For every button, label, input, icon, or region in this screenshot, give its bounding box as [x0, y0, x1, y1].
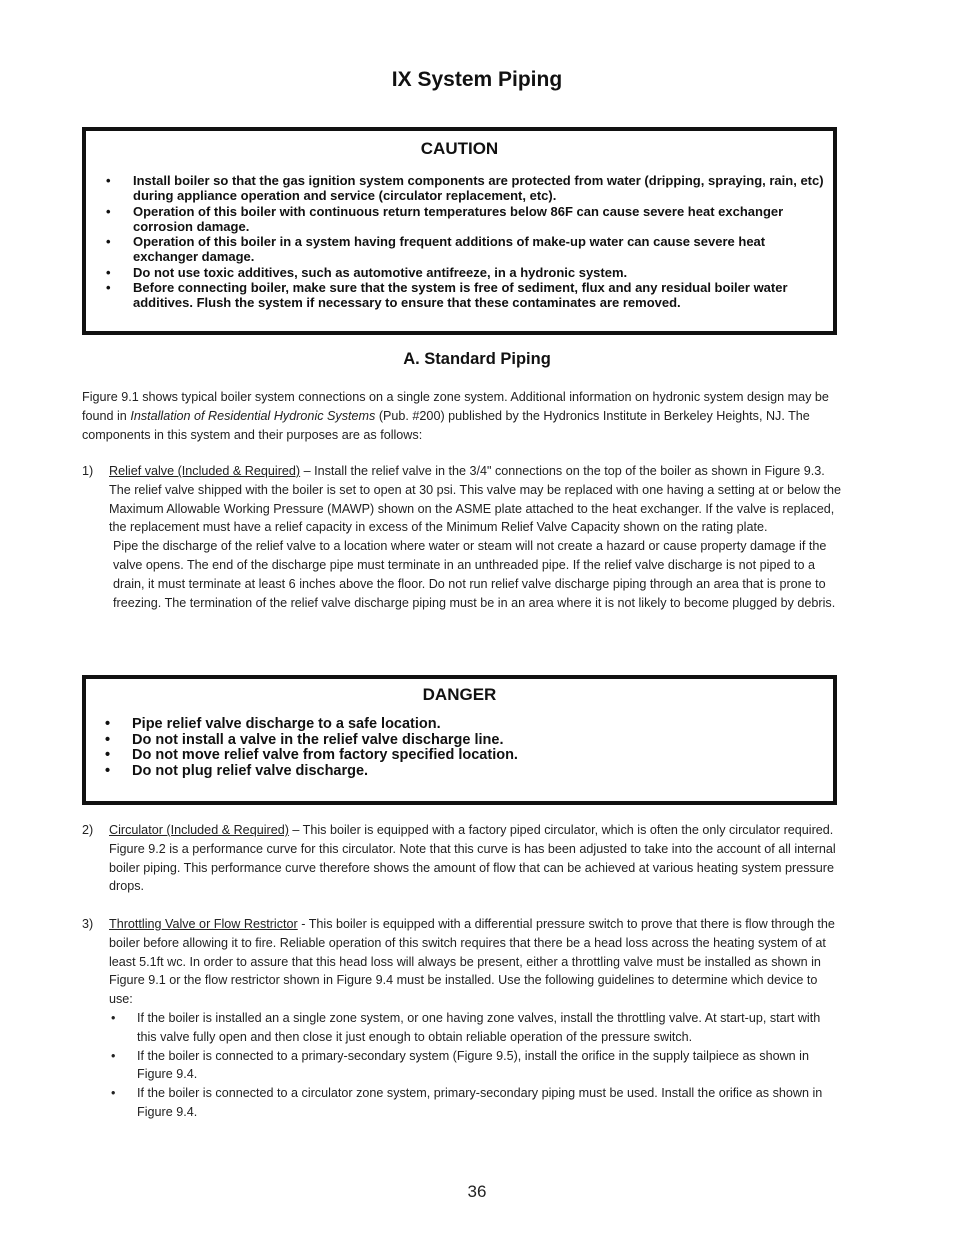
bullet-icon: • [105, 716, 111, 732]
caution-box [82, 127, 837, 335]
danger-item: • Do not move relief valve from factory specified location. [105, 747, 518, 764]
bullet-icon: • [106, 234, 111, 250]
bullet-icon: • [105, 763, 111, 780]
item-heading: Circulator (Included & Required) [109, 823, 289, 837]
bullet-icon: • [106, 173, 111, 188]
danger-item: • Pipe relief valve discharge to a safe location. [105, 716, 441, 732]
danger-box [82, 675, 837, 805]
item-number: 2) [82, 823, 94, 837]
item-relief-valve: 1) Relief valve (Included & Required) – Install the relief valve in the 3/4" connections on the top of the boiler as shown in Figure 9.3. The relief valve shipped with the boiler is set to open at 30 psi. This valve may be replaced with one having a setting at or below the Maximum Allowable Working Pressure (MAWP) shown on the ASME plate attached to the heat exchanger. If the valve is replaced, the replacement must have a relief capacity in excess of the Minimum Relief Valve Capacity shown on the rating plate. Pipe the discharge of the relief valve to a location where water or steam will not create a hazard or cause property damage if the valve opens. The end of the discharge pipe must terminate in an unthreaded pipe. If the relief valve discharge is not piped to a drain, it must terminate at least 6 inches above the floor. Do not run relief valve discharge piping through an area that is prone to freezing. The termination of the relief valve discharge piping must be in an area where it is not likely to become plugged by debris. [82, 462, 842, 612]
guideline-item: • If the boiler is installed an a single zone system, or one having zone valves, install the throttling valve. At start-up, start with this valve fully open and then close it just enough to obtain reliable operation of the pressure switch. [111, 1010, 821, 1044]
relief-discharge-paragraph: Pipe the discharge of the relief valve to a location where water or steam will not create a hazard or cause property damage if the valve opens. The end of the discharge pipe must terminate in an unthreaded pipe. If the relief valve discharge is not piped to a drain, it must terminate at least 6 inches above the floor. Do not run relief valve discharge piping through an area that is prone to freezing. The termination of the relief valve discharge piping must be in an area where it is not likely to become plugged by debris. [113, 539, 836, 610]
guideline-item: • If the boiler is connected to a circulator zone system, primary-secondary piping must be used. Install the orifice as shown in Figure 9.4. [111, 1086, 823, 1119]
caution-item: • Install boiler so that the gas ignition system components are protected from water (dripping, spraying, rain, etc) during appliance operation and service (circulator replacement, etc). [106, 173, 824, 204]
item-heading: Throttling Valve or Flow Restrictor [109, 917, 298, 931]
page-number: 36 [467, 1182, 487, 1201]
bullet-icon: • [106, 280, 111, 296]
bullet-icon: • [106, 264, 111, 280]
danger-item: • Do not plug relief valve discharge. [105, 763, 369, 780]
danger-item: • Do not install a valve in the relief valve discharge line. [105, 731, 504, 748]
bullet-icon: • [111, 1048, 116, 1063]
item-number: 1) [82, 464, 94, 478]
caution-list [86, 173, 833, 311]
bullet-icon: • [105, 747, 111, 764]
page-title: IX System Piping [391, 68, 563, 91]
section-title-standard-piping: A. Standard Piping [403, 350, 551, 368]
caution-item: • Before connecting boiler, make sure that the system is free of sediment, flux and any residual boiler water additives. Flush the system if necessary to ensure that these contaminates are removed. [106, 280, 788, 311]
caution-item: • Do not use toxic additives, such as automotive antifreeze, in a hydronic system. [106, 264, 628, 280]
caution-item: • Operation of this boiler in a system having frequent additions of make-up water can cause severe heat exchanger damage. [106, 234, 766, 265]
bullet-icon: • [111, 1086, 116, 1101]
guideline-item: • If the boiler is connected to a primary-secondary system (Figure 9.5), install the orifice in the supply tailpiece as shown in Figure 9.4. [111, 1048, 809, 1082]
danger-list [86, 717, 833, 780]
caution-title: CAUTION [420, 139, 499, 158]
bullet-icon: • [105, 731, 111, 748]
caution-item: • Operation of this boiler with continuous return temperatures below 86F can cause severe heat exchanger corrosion damage. [106, 203, 784, 234]
item-throttling-valve: 3) Throttling Valve or Flow Restrictor - This boiler is equipped with a differential pressure switch to prove that there is flow through the boiler before allowing it to fire. Reliable operation of this switch requires that there be a head loss across the heating system of at least 5.1ft wc. In order to assure that this head loss will always be present, either a throttling valve must be installed as shown in Figure 9.1 or the flow restrictor shown in Figure 9.4 must be installed. Use the following guidelines to determine which device to use: • If the boiler is installed an a single zone system, or one having zone valves, install the throttling valve. At start-up, start with this valve fully open and then close it just enough to obtain reliable operation of the pressure switch. • If the boiler is connected to a primary-secondary system (Figure 9.5), install the orifice in the supply tailpiece as shown in Figure 9.4. • If the boiler is connected to a circulator zone system, primary-secondary piping must be used. Install the orifice as shown in Figure 9.4. [82, 915, 842, 1122]
publication-title: Installation of Residential Hydronic Systems [130, 408, 376, 423]
item-number: 3) [82, 917, 94, 931]
bullet-icon: • [111, 1010, 116, 1025]
danger-title: DANGER [422, 685, 497, 704]
bullet-icon: • [106, 203, 111, 219]
item-heading: Relief valve (Included & Required) [109, 464, 301, 478]
item-circulator: 2) Circulator (Included & Required) – This boiler is equipped with a factory piped circulator, which is often the only circulator required. Figure 9.2 is a performance curve for this circulator. Note that this curve is has been adjusted to take into the account of all internal boiler piping. This performance curve therefore shows the amount of flow that can be achieved at various heating system pressure drops. [82, 823, 836, 894]
guideline-list [109, 1009, 842, 1122]
intro-paragraph: Figure 9.1 shows typical boiler system connections on a single zone system. Additional information on hydronic system design may be found in Installation of Residential Hydronic Systems (Pub. #200) published by the Hydronics Institute in Berkeley Heights, NJ. The components in this system and their purposes are as follows: [82, 390, 829, 442]
